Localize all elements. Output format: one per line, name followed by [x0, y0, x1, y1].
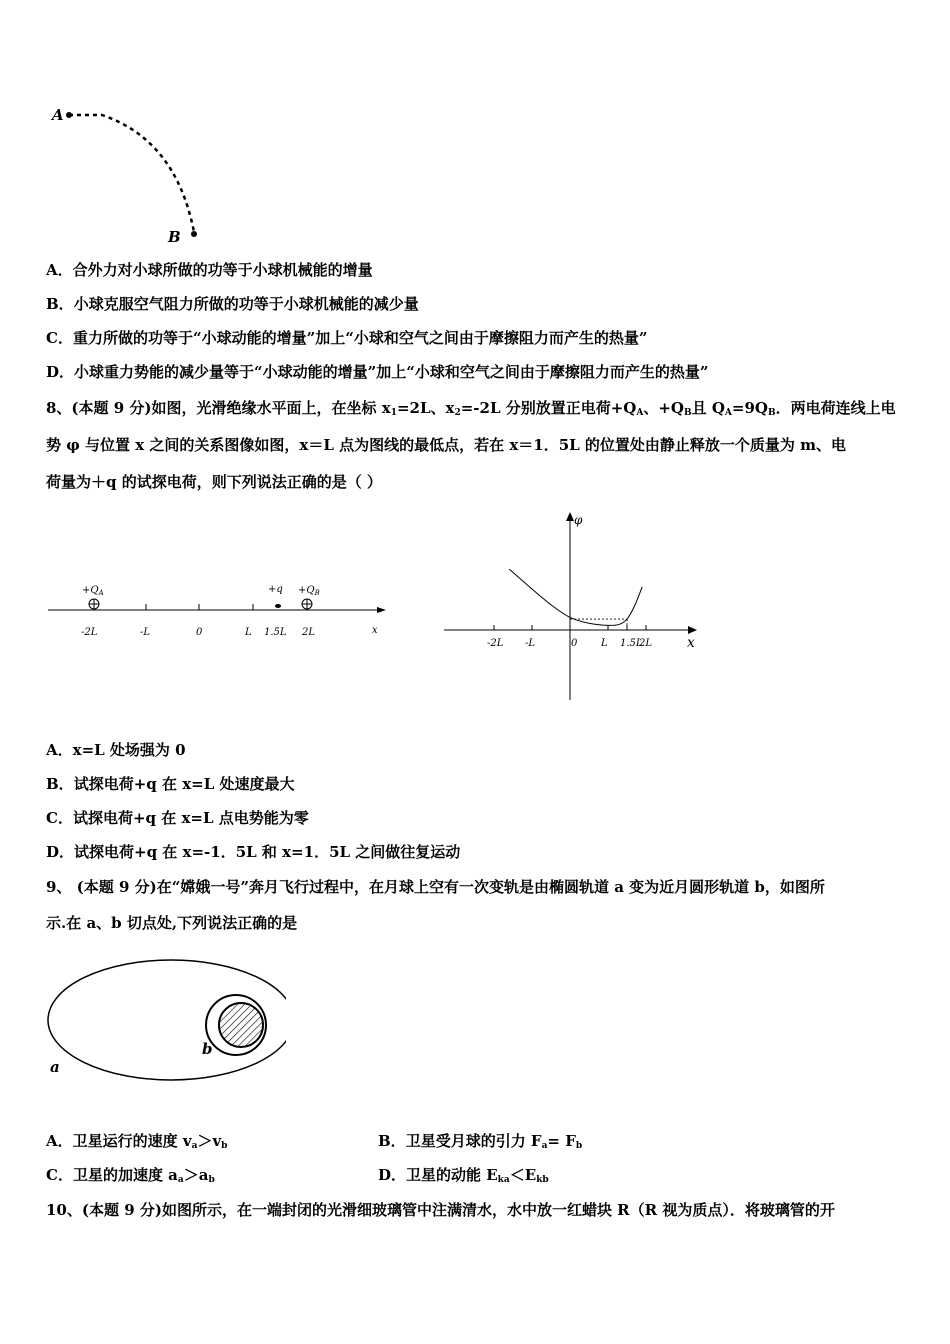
q8-charge-axis-figure: [46, 575, 391, 645]
q7-end-ball: [191, 231, 197, 237]
q8-stem-line-1: 8、(本题 9 分)如图，光滑绝缘水平面上，在坐标 $x_1=2L$、$x_2=-2L$ 分别放置正电荷$+Q_A$、$+Q_B$且 $Q_A=9Q_B$．两电荷连线上电: [46, 399, 896, 418]
q8-chart-x-arrow: [688, 626, 697, 634]
q8-chart-tick-label: L: [601, 638, 608, 649]
q8-chart-origin-label: 0: [571, 638, 578, 649]
q8-test-charge-label: +q: [268, 584, 283, 595]
q9-orbit-figure: [46, 955, 286, 1085]
q9-option-a[interactable]: A．卫星运行的速度 $v_a>v_b$: [46, 1132, 228, 1151]
q8-charge-a-label: $+Q_A$: [82, 585, 104, 597]
q8-option-a[interactable]: A．x=L 处场强为 0: [46, 741, 186, 759]
q8-chart-x-label: x: [687, 635, 695, 651]
q8-axis-x-label: x: [372, 625, 378, 636]
q8-tick-label: 1.5L: [264, 627, 287, 638]
q8-chart-tick-label: -L: [525, 638, 536, 649]
q8-chart-tick-label: 2L: [639, 638, 653, 649]
q8-option-d[interactable]: D．试探电荷+q 在 x=-1．5L 和 x=1．5L 之间做往复运动: [46, 843, 461, 861]
q8-chart-y-label: φ: [574, 513, 583, 527]
q7-option-d[interactable]: D．小球重力势能的减少量等于“小球动能的增量”加上“小球和空气之间由于摩擦阻力而产生的热量”: [46, 363, 709, 381]
q9-option-d[interactable]: D．卫星的动能 $E_{ka}<E_{kb}$: [378, 1166, 549, 1185]
q8-tick-label: 2L: [302, 627, 316, 638]
q8-test-charge-dot: [275, 604, 281, 608]
q9-moon-hatched: [219, 1003, 263, 1047]
q7-option-a[interactable]: A．合外力对小球所做的功等于小球机械能的增量: [46, 261, 373, 279]
q8-axis-arrow: [377, 607, 386, 613]
q7-label-a: A: [52, 106, 64, 124]
q8-tick-label: 0: [196, 627, 203, 638]
q9-stem-line-2: 示.在 a、b 切点处,下列说法正确的是: [46, 914, 298, 932]
q9-option-b[interactable]: B．卫星受月球的引力 $F_a= F_b$: [378, 1132, 583, 1151]
q8-tick-label: L: [245, 627, 252, 638]
q9-option-c[interactable]: C．卫星的加速度 $a_a>a_b$: [46, 1166, 215, 1185]
q8-charge-b-label: $+Q_B$: [298, 585, 320, 597]
q8-tick-label: -L: [140, 627, 151, 638]
q7-option-b[interactable]: B．小球克服空气阻力所做的功等于小球机械能的减少量: [46, 295, 419, 313]
q9-label-b: b: [202, 1040, 213, 1058]
q8-potential-chart: [440, 505, 710, 705]
q8-chart-y-arrow: [566, 512, 574, 521]
q8-stem-line-2: 势 φ 与位置 x 之间的关系图像如图，x＝L 点为图线的最低点，若在 x＝1．5L 的位置处由静止释放一个质量为 m、电: [46, 436, 847, 454]
q8-potential-curve: [509, 569, 642, 625]
q8-stem-line-3: 荷量为＋q 的试探电荷，则下列说法正确的是（ ）: [46, 473, 382, 491]
q7-trajectory-path: [69, 115, 194, 232]
q8-tick-label: -2L: [81, 627, 98, 638]
q9-stem-line-1: 9、 (本题 9 分)在“嫦娥一号”奔月飞行过程中，在月球上空有一次变轨是由椭圆轨道 a 变为近月圆形轨道 b，如图所: [46, 878, 825, 896]
q9-label-a: a: [50, 1058, 60, 1076]
q10-stem-line-1: 10、(本题 9 分)如图所示，在一端封闭的光滑细玻璃管中注满清水，水中放一红蜡块 R（R 视为质点）．将玻璃管的开: [46, 1201, 835, 1219]
q8-option-b[interactable]: B．试探电荷+q 在 x=L 处速度最大: [46, 775, 295, 793]
q7-trajectory-figure: [46, 100, 216, 250]
q8-option-c[interactable]: C．试探电荷+q 在 x=L 点电势能为零: [46, 809, 309, 827]
q8-chart-tick-label: 1.5L: [620, 638, 643, 649]
q7-label-b: B: [168, 228, 181, 246]
q7-option-c[interactable]: C．重力所做的功等于“小球动能的增量”加上“小球和空气之间由于摩擦阻力而产生的热量”: [46, 329, 648, 347]
q8-chart-tick-label: -2L: [487, 638, 504, 649]
